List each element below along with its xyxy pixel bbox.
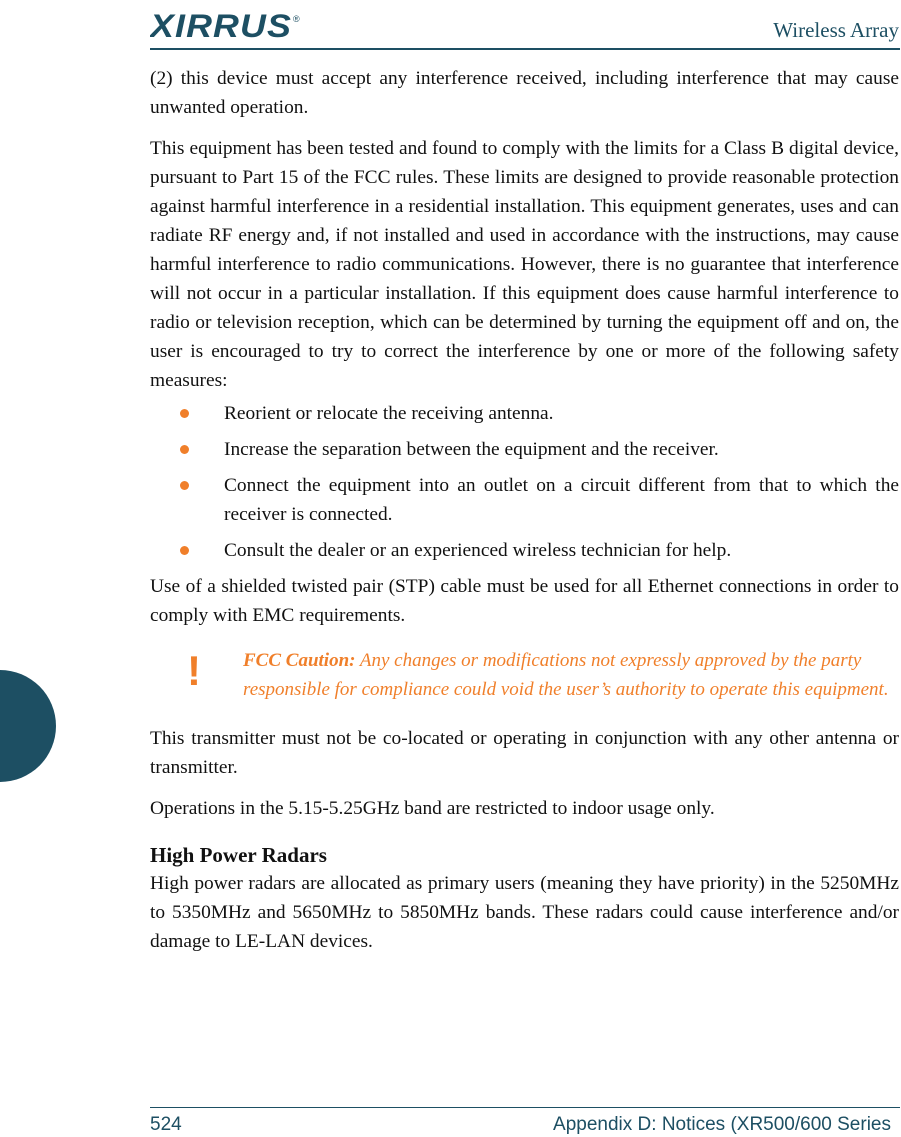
bullet-icon [180,445,189,454]
exclamation-icon: ! [187,647,201,694]
paragraph: This equipment has been tested and found to comply with the limits for a Class B digital device, pursuant to Part 15 of the FCC rules. These limits are designed to provide reasonable protection against harmful interference in a residential installation. This equipment generates, uses and can radiate RF energy and, if not installed and used in accordance with the instructions, may cause harmful interference to radio communications. However, there is no guarantee that interference will not occur in a particular installation. If this equipment does cause harmful interference to radio or television reception, which can be determined by turning the equipment off and on, the user is encouraged to try to correct the interference by one or more of the following safety measures: [150,138,899,391]
list-item: Consult the dealer or an experienced wireless technician for help. [150,536,899,565]
paragraph: (2) this device must accept any interference received, including interference that may cause unwanted operation. [150,68,899,118]
registered-mark: ® [293,14,300,24]
xirrus-logo [150,10,302,47]
list-item: Increase the separation between the equipment and the receiver. [150,435,899,464]
chapter-side-tab [0,670,56,782]
logo-text: XIRRUS [150,10,292,42]
section-heading: High Power Radars [150,843,327,867]
paragraph: Use of a shielded twisted pair (STP) cable must be used for all Ethernet connections in order to comply with EMC requirements. [150,576,899,626]
footer-divider [150,1107,900,1108]
caution-label: FCC Caution: [243,650,356,671]
paragraph: This transmitter must not be co-located or operating in conjunction with any other antenna or transmitter. [150,728,899,778]
list-item: Reorient or relocate the receiving antenna. [150,399,899,428]
fcc-caution-note [150,646,899,704]
bullet-icon [180,546,189,555]
header-divider [150,48,900,50]
footer-section-title: Appendix D: Notices (XR500/600 Series [553,1114,891,1135]
page-content [150,64,899,968]
page-number: 524 [150,1114,182,1135]
bullet-icon [180,481,189,490]
paragraph: Operations in the 5.15-5.25GHz band are restricted to indoor usage only. [150,798,715,819]
list-item: Connect the equipment into an outlet on a circuit different from that to which the receiver is connected. [150,471,899,529]
safety-measures-list [150,399,899,565]
bullet-icon [180,409,189,418]
paragraph: High power radars are allocated as primary users (meaning they have priority) in the 5250MHz to 5350MHz and 5650MHz to 5850MHz bands. These radars could cause interference and/or damage to LE-LAN devices. [150,873,899,952]
caution-text: Any changes or modifications not expressly approved by the party responsible for compliance could void the user’s authority to operate this equipment. [243,650,889,700]
header-title: Wireless Array [773,18,899,42]
